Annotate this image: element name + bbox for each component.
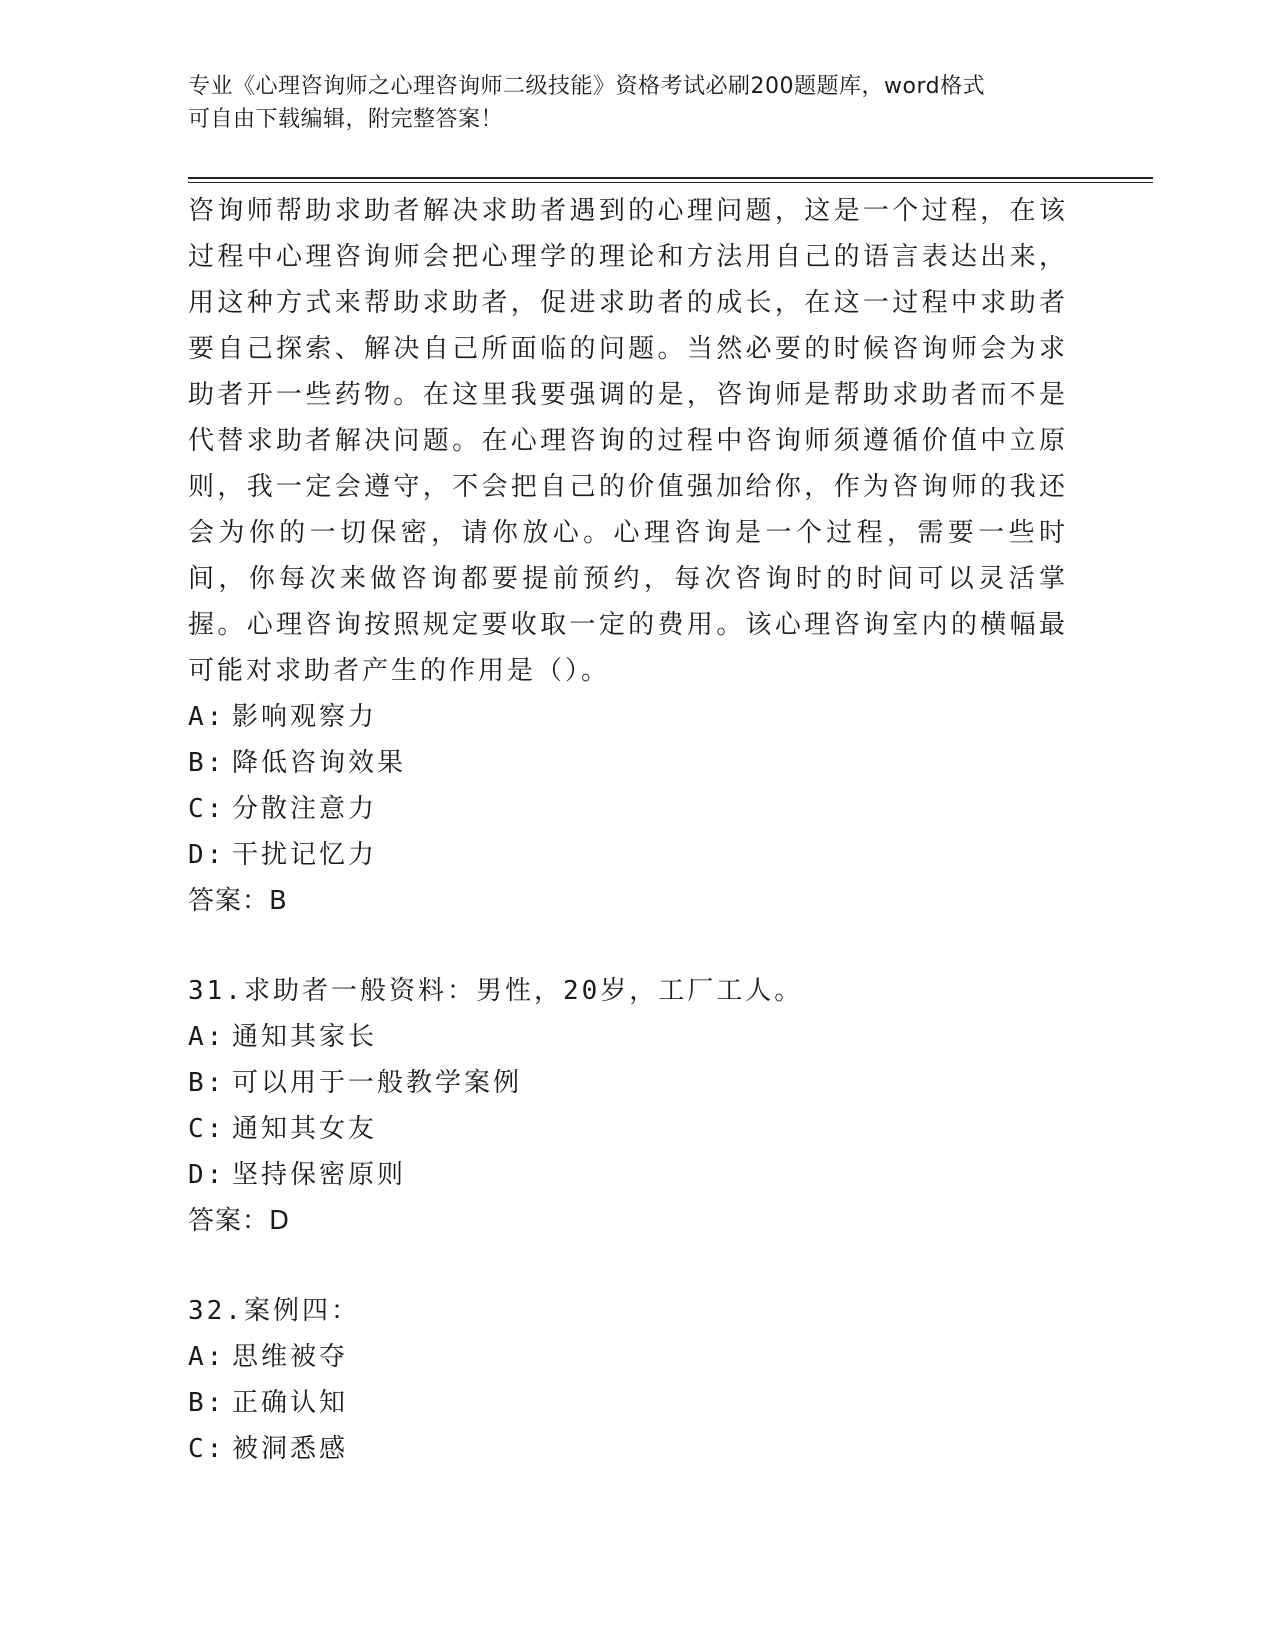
option-d bbox=[188, 832, 1068, 878]
option-text: 干扰记忆力 bbox=[232, 840, 378, 870]
option-letter: B: bbox=[188, 1068, 226, 1098]
question-text: 咨询师帮助求助者解决求助者遇到的心理问题，这是一个过程，在该过程中心理咨询师会把心理学的理论和方法用自己的语言表达出来，用这种方式来帮助求助者，促进求助者的成长，在这一过程中求助者要自己探索、解决自己所面临的问题。当然必要的时候咨询师会为求助者开一些药物。在这里我要强调的是，咨询师是帮助求助者而不是代替求助者解决问题。在心理咨询的过程中咨询师须遵循价值中立原则，我一定会遵守，不会把自己的价值强加给你，作为咨询师的我还会为你的一切保密，请你放心。心理咨询是一个过程，需要一些时间，你每次来做咨询都要提前预约，每次咨询时的时间可以灵活掌握。心理咨询按照规定要收取一定的费用。该心理咨询室内的横幅最可能对求助者产生的作用是（）。 bbox=[188, 196, 1068, 686]
answer: 答案：D bbox=[188, 1206, 291, 1236]
option-letter: A: bbox=[188, 1342, 226, 1372]
option-text: 思维被夺 bbox=[232, 1342, 349, 1372]
option-text: 被洞悉感 bbox=[232, 1434, 349, 1464]
option-d bbox=[188, 1152, 1068, 1198]
answer: 答案：B bbox=[188, 886, 288, 916]
option-letter: D: bbox=[188, 840, 226, 870]
option-b bbox=[188, 1380, 1068, 1426]
option-b bbox=[188, 1060, 1068, 1106]
header-line-2: 可自由下载编辑，附完整答案！ bbox=[188, 107, 504, 132]
option-text: 坚持保密原则 bbox=[232, 1160, 407, 1190]
option-text: 正确认知 bbox=[232, 1388, 349, 1418]
option-c bbox=[188, 1106, 1068, 1152]
question-31 bbox=[188, 968, 1068, 1244]
question-30 bbox=[188, 188, 1068, 924]
option-b bbox=[188, 740, 1068, 786]
header-rule bbox=[188, 177, 1153, 179]
header-rule-thin bbox=[188, 182, 1153, 183]
option-letter: A: bbox=[188, 1022, 226, 1052]
option-text: 降低咨询效果 bbox=[232, 748, 407, 778]
option-letter: C: bbox=[188, 794, 226, 824]
option-letter: B: bbox=[188, 1388, 226, 1418]
option-text: 通知其女友 bbox=[232, 1114, 378, 1144]
option-text: 分散注意力 bbox=[232, 794, 378, 824]
question-title: 31.求助者一般资料：男性，20岁，工厂工人。 bbox=[188, 976, 804, 1006]
option-a bbox=[188, 1334, 1068, 1380]
header-line-1: 专业《心理咨询师之心理咨询师二级技能》资格考试必刷200题题库，word格式 bbox=[188, 74, 986, 99]
option-a bbox=[188, 694, 1068, 740]
option-text: 通知其家长 bbox=[232, 1022, 378, 1052]
document-body bbox=[188, 188, 1068, 1472]
option-letter: D: bbox=[188, 1160, 226, 1190]
option-a bbox=[188, 1014, 1068, 1060]
question-title: 32.案例四： bbox=[188, 1296, 360, 1326]
question-32 bbox=[188, 1288, 1068, 1472]
option-letter: A: bbox=[188, 702, 226, 732]
option-text: 影响观察力 bbox=[232, 702, 378, 732]
option-letter: C: bbox=[188, 1434, 226, 1464]
option-c bbox=[188, 786, 1068, 832]
document-header bbox=[188, 70, 1068, 136]
option-letter: C: bbox=[188, 1114, 226, 1144]
option-text: 可以用于一般教学案例 bbox=[232, 1068, 523, 1098]
option-letter: B: bbox=[188, 748, 226, 778]
option-c bbox=[188, 1426, 1068, 1472]
